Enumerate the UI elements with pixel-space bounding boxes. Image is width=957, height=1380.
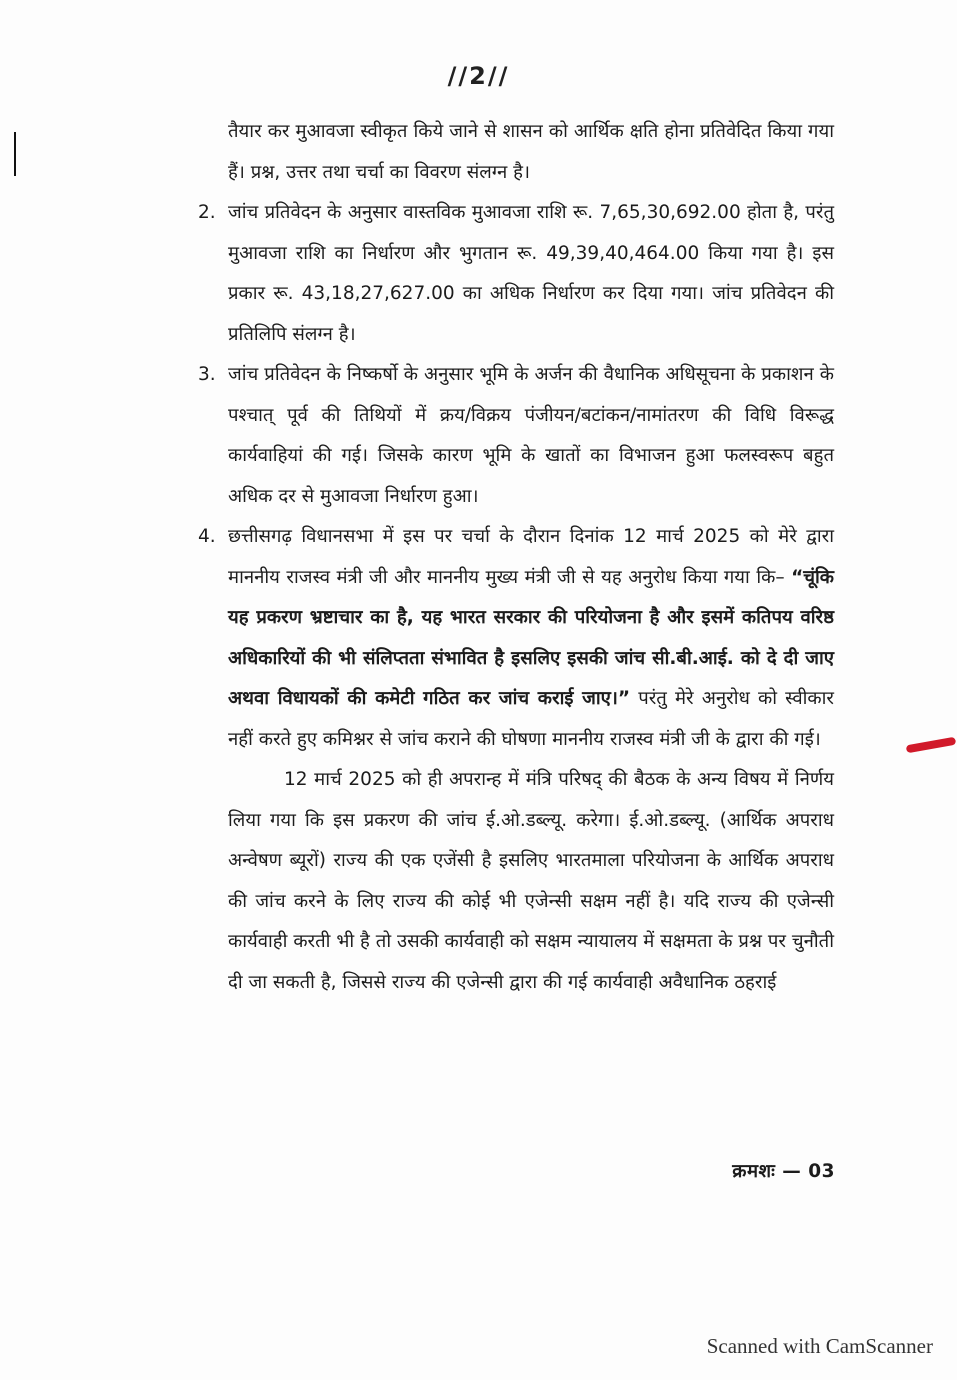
page-number: //2// bbox=[447, 62, 510, 90]
margin-pen-mark bbox=[14, 132, 16, 176]
item-2-number: 2. bbox=[198, 202, 216, 223]
item-3-number: 3. bbox=[198, 364, 216, 385]
item-4-quote: “चूंकि यह प्रकरण भ्रष्टाचार का है, यह भारत सरकार की परियोजना है और इसमें कतिपय वरिष्ठ अधिकारियों की भी संलिप्तता संभावित है इसलिए इसकी जांच सी.बी.आई. को दे दी जाए अथवा विधायकों की कमेटी गठित कर जांच कराई जाए।” bbox=[228, 566, 834, 709]
item-4-number: 4. bbox=[198, 526, 216, 547]
item-4-paragraph bbox=[198, 517, 834, 760]
closing-paragraph: 12 मार्च 2025 को ही अपरान्ह में मंत्रि परिषद् की बैठक के अन्य विषय में निर्णय लिया गया कि इस प्रकरण की जांच ई.ओ.डब्ल्यू. करेगा। ई.ओ.डब्ल्यू. (आर्थिक अपराध अन्वेषण ब्यूरों) राज्य की एक एजेंसी है इसलिए भारतमाला परियोजना के आर्थिक अपराध की जांच करने के लिए राज्य की कोई भी एजेन्सी सक्षम नहीं है। यदि राज्य की एजेन्सी कार्यवाही करती भी है तो उसकी कार्यवाही को सक्षम न्यायालय में सक्षमता के प्रश्न पर चुनौती दी जा सकती है, जिससे राज्य की एजेन्सी द्वारा की गई कार्यवाही अवैधानिक ठहराई bbox=[228, 769, 834, 993]
document-body bbox=[198, 112, 834, 1003]
red-ink-mark bbox=[906, 737, 957, 754]
item-4-text-after: परंतु मेरे अनुरोध को स्वीकार नहीं करते हुए कमिश्नर से जांच कराने की घोषणा माननीय राजस्व मंत्री जी के द्वारा की गई। bbox=[228, 688, 834, 750]
scanner-watermark: Scanned with CamScanner bbox=[706, 1334, 933, 1358]
item-2-text: जांच प्रतिवेदन के अनुसार वास्तविक मुआवजा राशि रू. 7,65,30,692.00 होता है, परंतु मुआवजा राशि का निर्धारण और भुगतान रू. 49,39,40,464.00 किया गया है। इस प्रकार रू. 43,18,27,627.00 का अधिक निर्धारण कर दिया गया। जांच प्रतिवेदन की प्रतिलिपि संलग्न है। bbox=[228, 202, 834, 345]
item-4-text-before: छत्तीसगढ़ विधानसभा में इस पर चर्चा के दौरान दिनांक 12 मार्च 2025 को मेरे द्वारा माननीय राजस्व मंत्री जी और माननीय मुख्य मंत्री जी से यह अनुरोध किया गया कि– bbox=[228, 526, 834, 588]
continuation-note: क्रमशः — 03 bbox=[732, 1161, 835, 1182]
intro-paragraph: तैयार कर मुआवजा स्वीकृत किये जाने से शासन को आर्थिक क्षति होना प्रतिवेदित किया गया हैं। प्रश्न, उत्तर तथा चर्चा का विवरण संलग्न है। bbox=[228, 121, 834, 183]
item-3-paragraph bbox=[198, 355, 834, 517]
item-2-paragraph bbox=[198, 193, 834, 355]
item-3-text: जांच प्रतिवेदन के निष्कर्षो के अनुसार भूमि के अर्जन की वैधानिक अधिसूचना के प्रकाशन के पश्चात् पूर्व की तिथियों में क्रय/विक्रय पंजीयन/बटांकन/नामांतरण की विधि विरूद्ध कार्यवाहियां की गई। जिसके कारण भूमि के खातों का विभाजन हुआ फलस्वरूप बहुत अधिक दर से मुआवजा निर्धारण हुआ। bbox=[228, 364, 834, 507]
